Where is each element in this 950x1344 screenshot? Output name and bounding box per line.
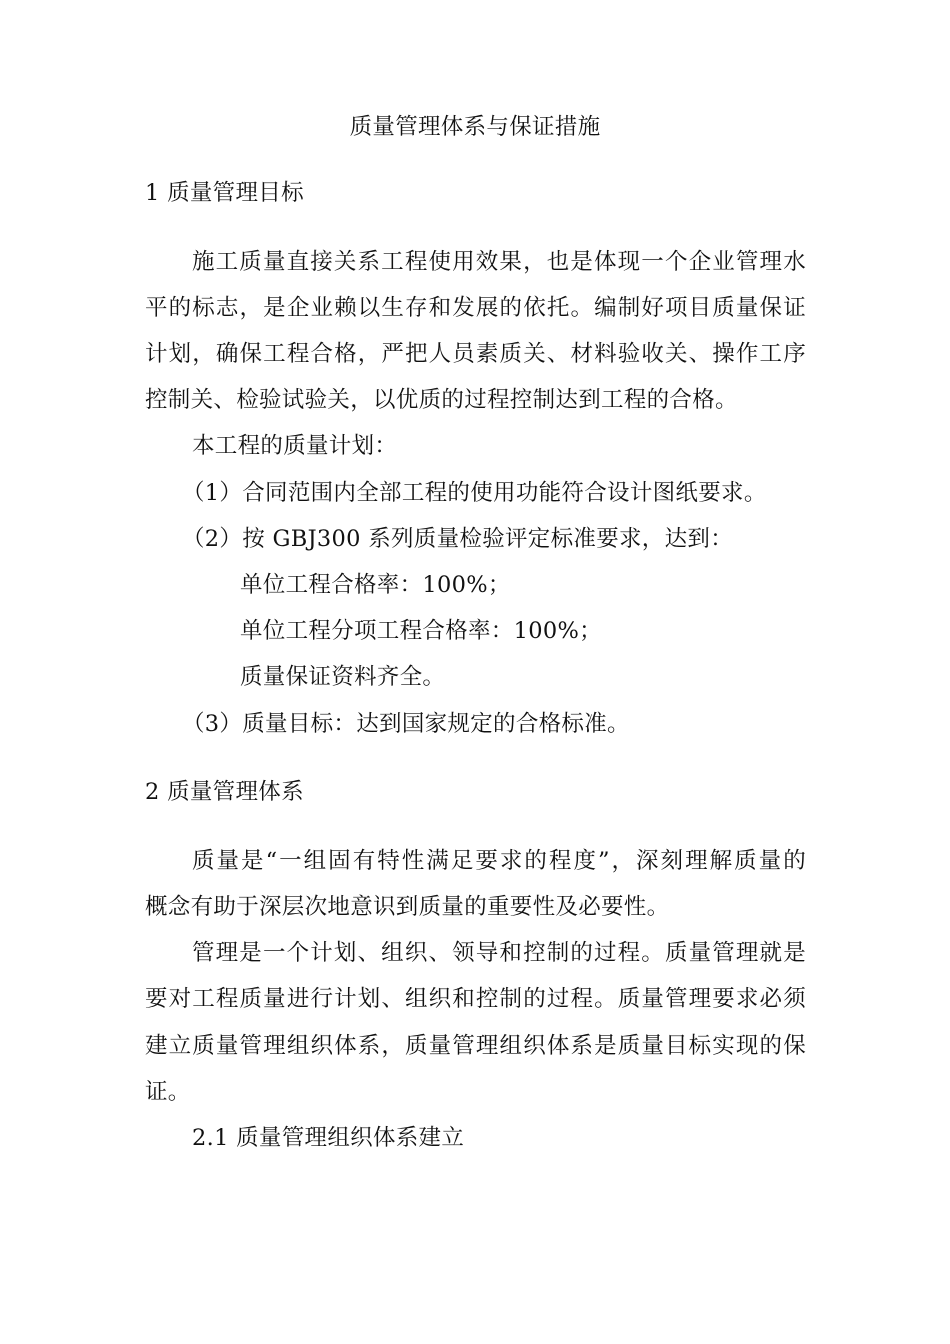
paragraph-line: 管理是一个计划、组织、领导和控制的过程。质量管理就是 <box>192 940 806 966</box>
plan-subitem: 单位工程合格率：100%； <box>240 572 511 598</box>
plan-subitem: 单位工程分项工程合格率：100%； <box>240 618 602 644</box>
section-heading-2: 2 质量管理体系 <box>145 779 304 805</box>
paragraph-line: 平的标志，是企业赖以生存和发展的依托。编制好项目质量保证 <box>145 295 806 321</box>
paragraph-line: 建立质量管理组织体系，质量管理组织体系是质量目标实现的保 <box>145 1033 806 1059</box>
plan-intro: 本工程的质量计划： <box>192 433 398 459</box>
paragraph-line: 概念有助于深层次地意识到质量的重要性及必要性。 <box>145 894 670 920</box>
paragraph-line: 施工质量直接关系工程使用效果，也是体现一个企业管理水 <box>192 249 806 275</box>
subsection-heading-2-1: 2.1 质量管理组织体系建立 <box>192 1125 465 1151</box>
plan-item: （3）质量目标：达到国家规定的合格标准。 <box>182 711 630 737</box>
paragraph-line: 控制关、检验试验关，以优质的过程控制达到工程的合格。 <box>145 387 738 413</box>
paragraph-line: 证。 <box>145 1079 191 1105</box>
paragraph-line: 质量是“一组固有特性满足要求的程度”，深刻理解质量的 <box>192 848 806 874</box>
paragraph-line: 计划，确保工程合格，严把人员素质关、材料验收关、操作工序 <box>145 341 806 367</box>
plan-subitem: 质量保证资料齐全。 <box>240 664 446 690</box>
section-heading-1: 1 质量管理目标 <box>145 180 304 206</box>
paragraph-line: 要对工程质量进行计划、组织和控制的过程。质量管理要求必须 <box>145 986 806 1012</box>
plan-item: （1）合同范围内全部工程的使用功能符合设计图纸要求。 <box>182 480 767 506</box>
plan-item: （2）按 GBJ300 系列质量检验评定标准要求，达到： <box>182 526 733 552</box>
page-title: 质量管理体系与保证措施 <box>349 114 601 140</box>
